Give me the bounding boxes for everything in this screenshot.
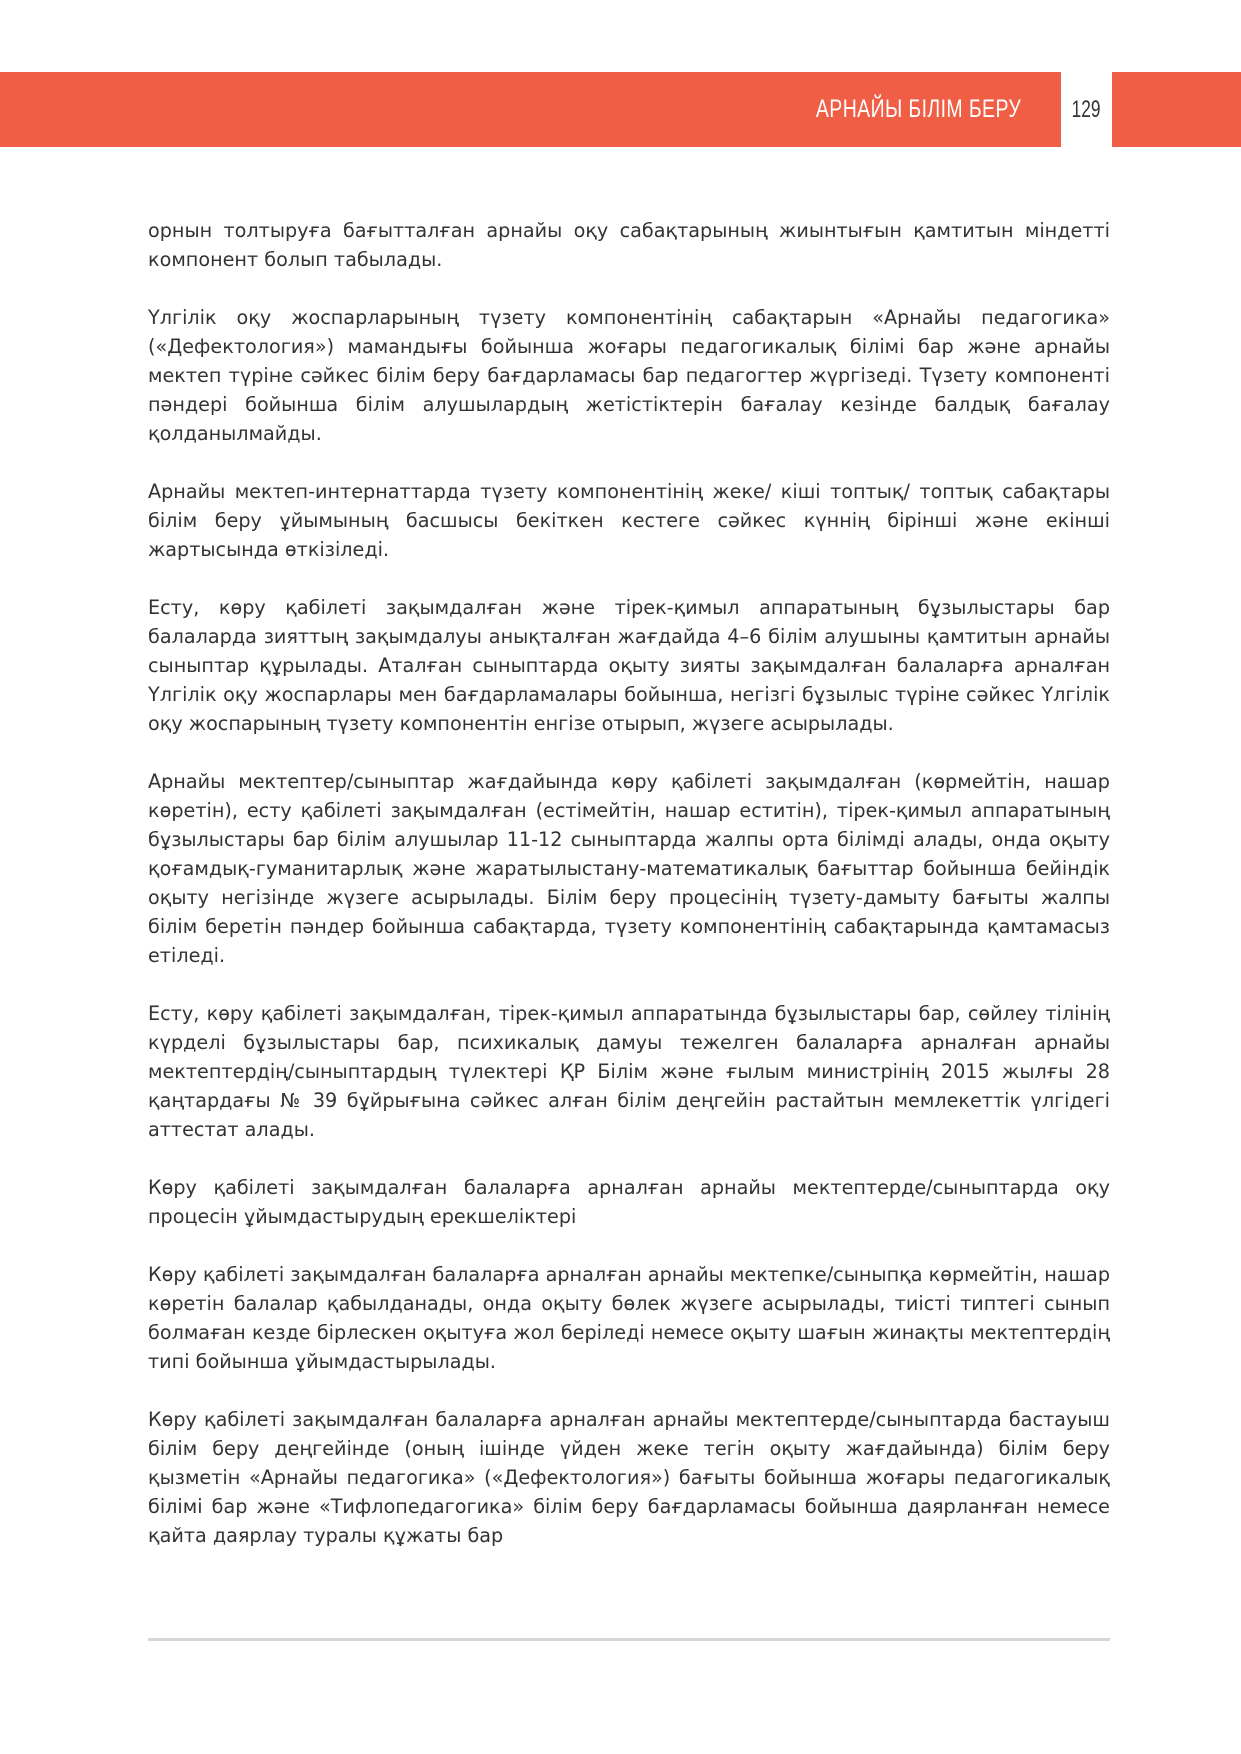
paragraph: Есту, көру қабілеті зақымдалған, тірек-қимыл аппаратында бұзылыстары бар, сөйлеу тілінің күрделі бұзылыстары бар, психикалық дамуы тежелген балаларға арналған арнайы мектептердің/сыныптардың түлектері ҚР Білім және ғылым министрінің 2015 жылғы 28 қаңтардағы № 39 бұйрығына сәйкес алған білім деңгейін растайтын мемлекеттік үлгідегі аттестат алады. xyxy=(148,1002,1110,1141)
paragraph: орнын толтыруға бағытталған арнайы оқу сабақтарының жиынтығын қамтитын міндетті компонент болып табылады. xyxy=(148,219,1110,271)
header-banner-right xyxy=(1112,72,1241,147)
body-text xyxy=(148,216,1110,1579)
page-number-text: 129 xyxy=(1072,96,1101,123)
paragraph: Есту, көру қабілеті зақымдалған және тірек-қимыл аппаратының бұзылыстары бар балаларда зияттың зақымдалуы анықталған жағдайда 4–6 білім алушыны қамтитын арнайы сыныптар құрылады. Аталған сыныптарда оқыту зияты зақымдалған балаларға арналған Үлгілік оқу жоспарлары мен бағдарламалары бойынша, негізгі бұзылыс түріне сәйкес Үлгілік оқу жоспарының түзету компонентін енгізе отырып, жүзеге асырылады. xyxy=(148,596,1110,735)
footer-divider xyxy=(148,1638,1110,1641)
subheading-paragraph: Көру қабілеті зақымдалған балаларға арналған арнайы мектептерде/сыныптарда оқу процесін ұйымдастырудың ерекшеліктері xyxy=(148,1176,1110,1228)
page-number xyxy=(1061,72,1112,147)
paragraph: Көру қабілеті зақымдалған балаларға арналған арнайы мектепке/сыныпқа көрмейтін, нашар көретін балалар қабылданады, онда оқыту бөлек жүзеге асырылады, тиісті типтегі сынып болмаған кезде бірлескен оқытуға жол беріледі немесе оқыту шағын жинақты мектептердің типі бойынша ұйымдастырылады. xyxy=(148,1263,1110,1373)
paragraph: Үлгілік оқу жоспарларының түзету компонентінің сабақтарын «Арнайы педагогика» («Дефектология») мамандығы бойынша жоғары педагогикалық білімі бар және арнайы мектеп түріне сәйкес білім беру бағдарламасы бар педагогтер жүргізеді. Түзету компоненті пәндері бойынша білім алушылардың жетістіктерін бағалау кезінде балдық бағалау қолданылмайды. xyxy=(148,306,1110,445)
paragraph: Арнайы мектептер/сыныптар жағдайында көру қабілеті зақымдалған (көрмейтін, нашар көретін), есту қабілеті зақымдалған (естімейтін, нашар еститін), тірек-қимыл аппаратының бұзылыстары бар білім алушылар 11-12 сыныптарда жалпы орта білімді алады, онда оқыту қоғамдық-гуманитарлық және жаратылыстану-математикалық бағыттар бойынша бейіндік оқыту негізінде жүзеге асырылады. Білім беру процесінің түзету-дамыту бағыты жалпы білім беретін пәндер бойынша сабақтарда, түзету компонентінің сабақтарында қамтамасыз етіледі. xyxy=(148,770,1110,967)
paragraph: Көру қабілеті зақымдалған балаларға арналған арнайы мектептерде/сыныптарда бастауыш білім беру деңгейінде (оның ішінде үйден жеке тегін оқыту жағдайында) білім беру қызметін «Арнайы педагогика» («Дефектология») бағыты бойынша жоғары педагогикалық білімі бар және «Тифлопедагогика» білім беру бағдарламасы бойынша даярланған немесе қайта даярлау туралы құжаты бар xyxy=(148,1408,1110,1547)
paragraph: Арнайы мектеп-интернаттарда түзету компонентінің жеке/ кіші топтық/ топтық сабақтары білім беру ұйымының басшысы бекіткен кестеге сәйкес күннің бірінші және екінші жартысында өткізіледі. xyxy=(148,480,1110,561)
section-title: АРНАЙЫ БІЛІМ БЕРУ xyxy=(815,95,1021,123)
header-banner xyxy=(0,72,1061,147)
